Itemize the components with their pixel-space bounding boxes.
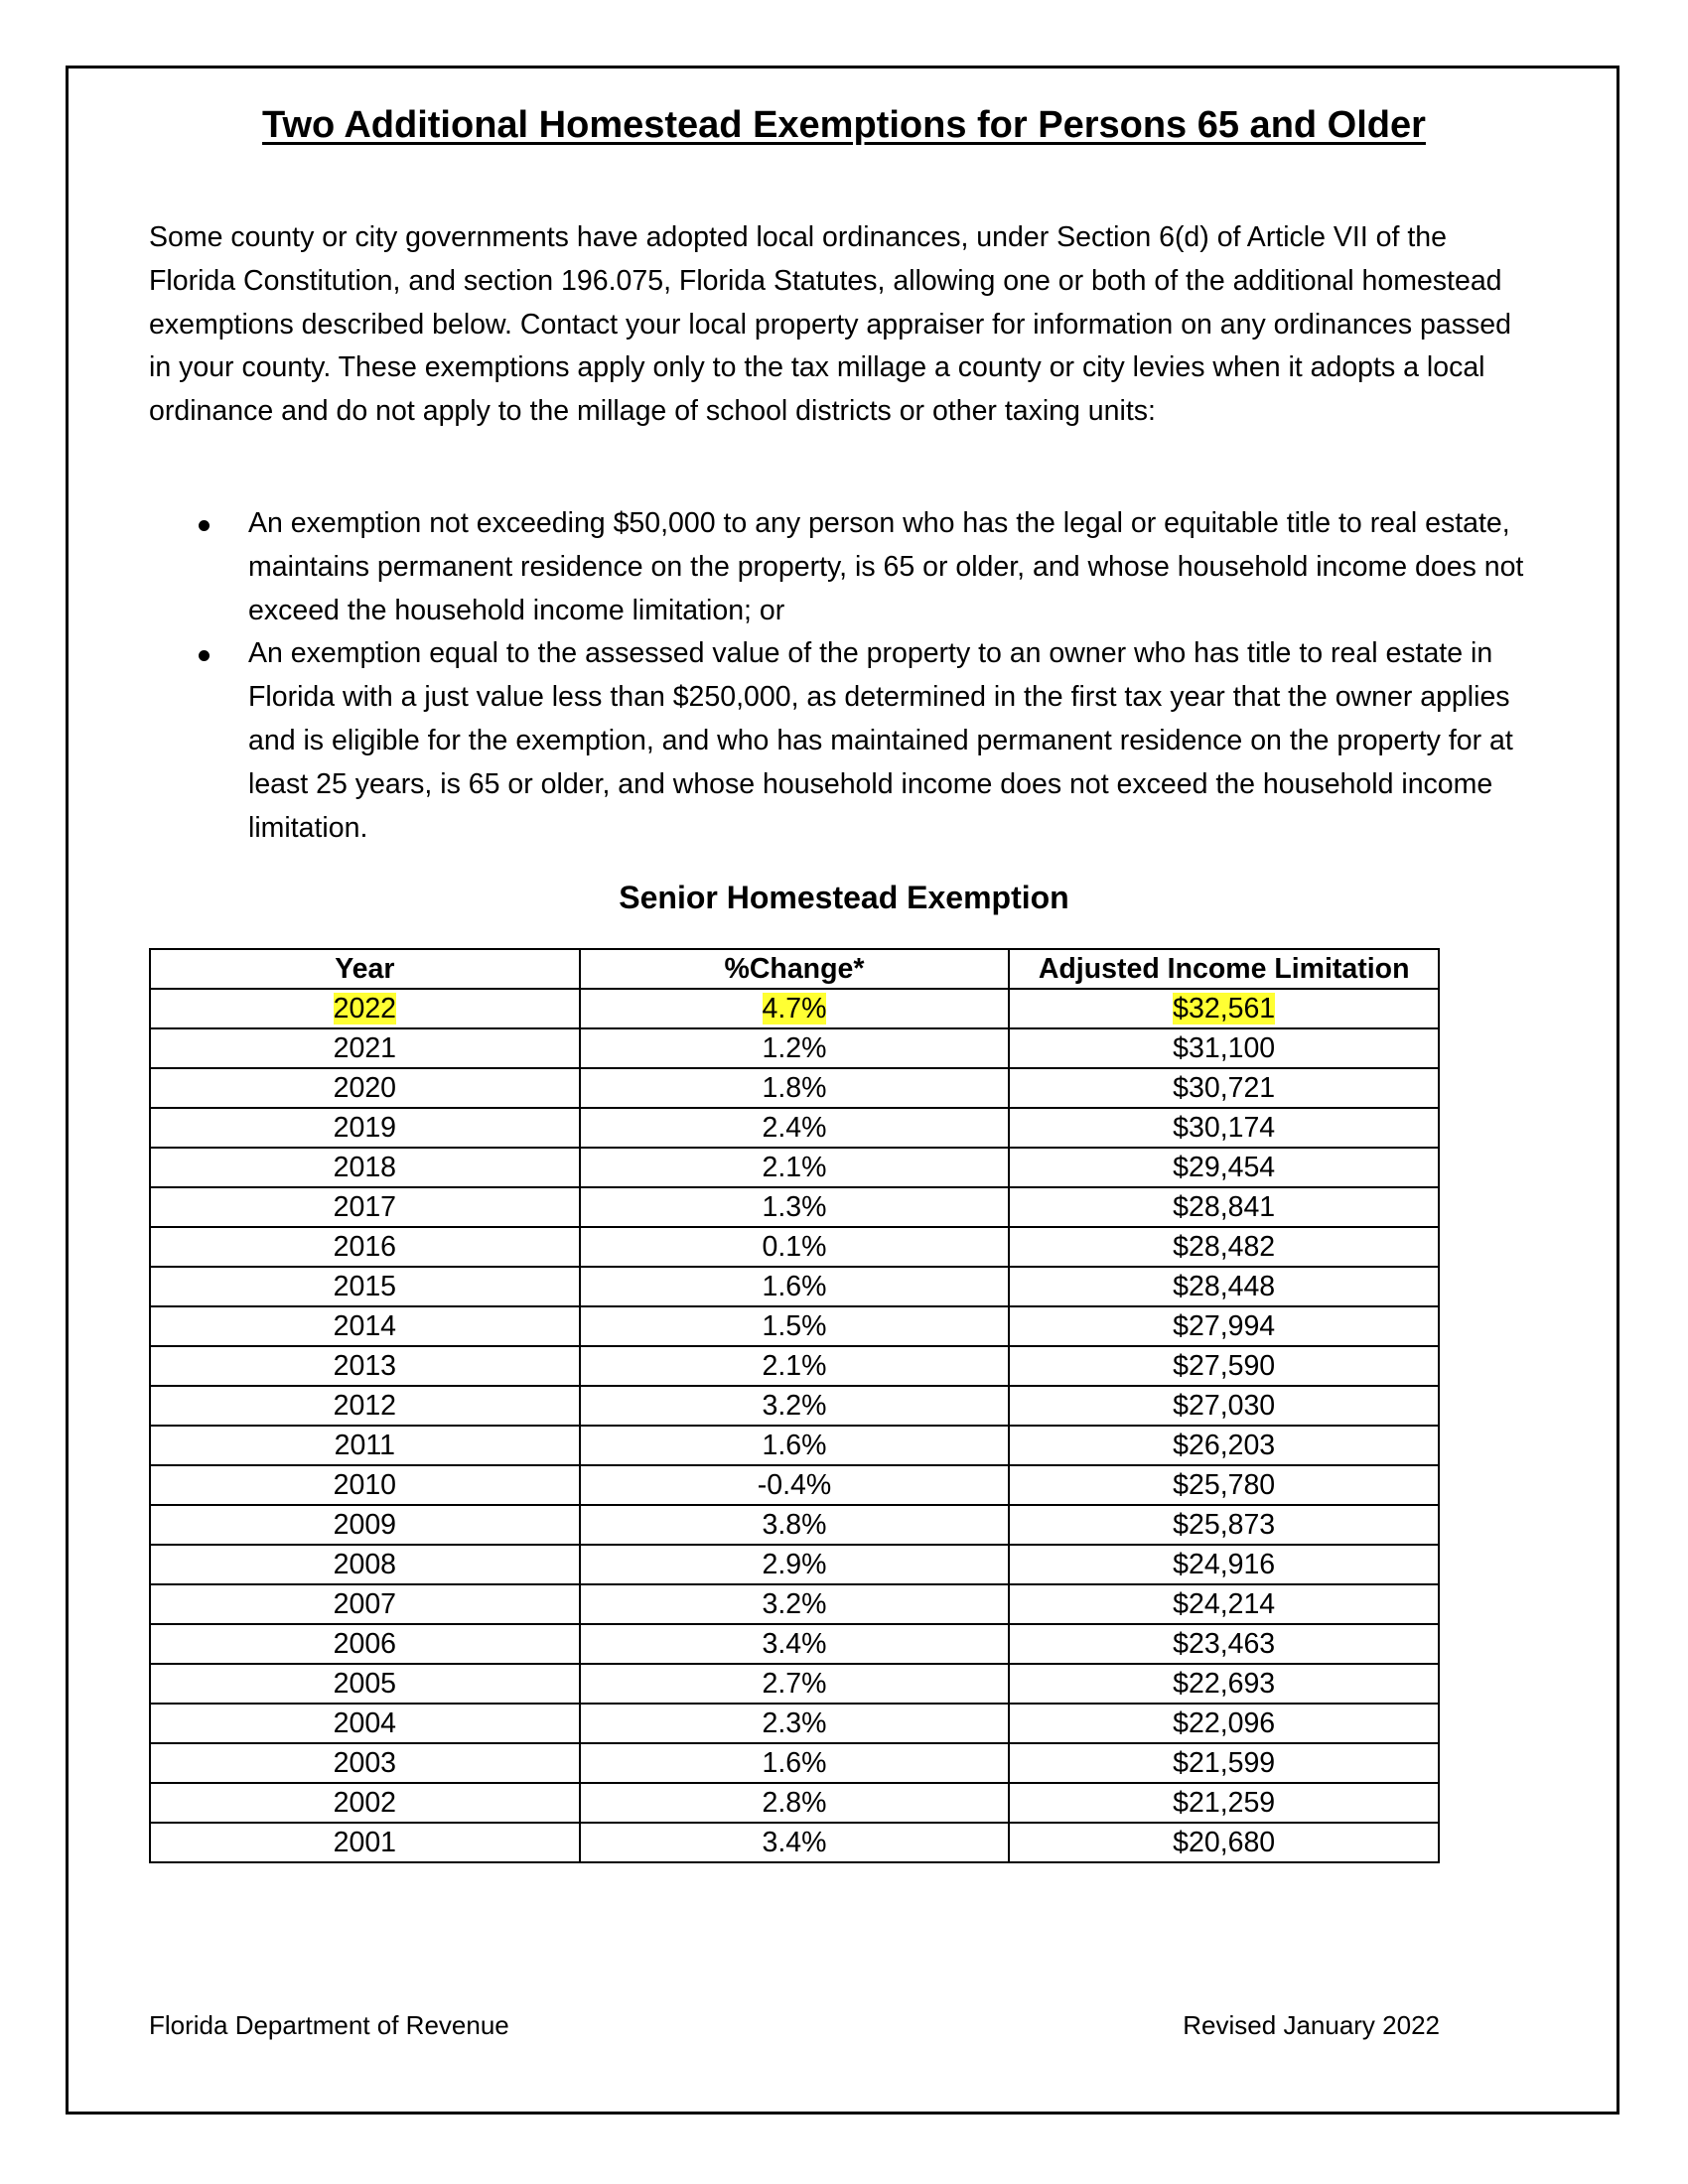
cell-income-limitation	[1009, 1346, 1439, 1386]
cell-income-limitation-text: $27,994	[1173, 1310, 1276, 1342]
table-row	[150, 1227, 1439, 1267]
cell-income-limitation	[1009, 989, 1439, 1028]
table-row	[150, 1108, 1439, 1148]
table-header-row	[150, 949, 1439, 989]
cell-income-limitation-text: $21,599	[1173, 1747, 1276, 1779]
footer-department: Florida Department of Revenue	[149, 2010, 509, 2040]
cell-year	[150, 1505, 580, 1545]
exemption-item	[149, 632, 1549, 850]
cell-percent-change-text: 3.2%	[762, 1390, 827, 1422]
cell-year	[150, 1664, 580, 1704]
table-row	[150, 1346, 1439, 1386]
cell-year	[150, 1465, 580, 1505]
cell-income-limitation-text: $20,680	[1173, 1827, 1276, 1858]
cell-year-text: 2002	[333, 1787, 397, 1819]
cell-year	[150, 1386, 580, 1426]
intro-paragraph: Some county or city governments have adopted local ordinances, under Section 6(d) of Article VII of the Florida Constitution, and section 196.075, Florida Statutes, allowing one or both of the additional homestead exemptions described below. Contact your local property appraiser for information on any ordinances passed in your county. These exemptions apply only to the tax millage a county or city levies when it adopts a local ordinance and do not apply to the millage of school districts or other taxing units:	[149, 221, 1511, 428]
cell-percent-change	[580, 1068, 1010, 1108]
cell-percent-change-text: 1.3%	[762, 1191, 827, 1223]
cell-income-limitation	[1009, 1704, 1439, 1743]
exemption-item	[149, 502, 1549, 632]
cell-year-text: 2003	[333, 1747, 397, 1779]
cell-percent-change	[580, 989, 1010, 1028]
cell-percent-change-text: 0.1%	[762, 1231, 827, 1263]
cell-year-text: 2014	[333, 1310, 397, 1342]
cell-year	[150, 1108, 580, 1148]
cell-percent-change	[580, 1227, 1010, 1267]
table-row	[150, 1386, 1439, 1426]
cell-percent-change-text: 2.4%	[762, 1112, 827, 1144]
cell-percent-change-text: 2.7%	[762, 1668, 827, 1700]
cell-income-limitation-text: $24,214	[1173, 1588, 1276, 1620]
cell-year	[150, 1267, 580, 1306]
table-row	[150, 1267, 1439, 1306]
cell-year-text: 2006	[333, 1628, 397, 1660]
page-title-text: Two Additional Homestead Exemptions for Persons 65 and Older	[262, 104, 1426, 146]
table-row	[150, 1306, 1439, 1346]
cell-percent-change	[580, 1783, 1010, 1823]
cell-income-limitation	[1009, 1743, 1439, 1783]
cell-year	[150, 1068, 580, 1108]
column-header-year: Year	[150, 949, 580, 989]
cell-income-limitation	[1009, 1545, 1439, 1584]
cell-percent-change	[580, 1704, 1010, 1743]
cell-income-limitation-text: $29,454	[1173, 1152, 1276, 1183]
cell-percent-change-text: 2.1%	[762, 1350, 827, 1382]
cell-year-text: 2005	[333, 1668, 397, 1700]
column-header-change: %Change*	[580, 949, 1010, 989]
cell-year	[150, 1584, 580, 1624]
cell-year	[150, 1227, 580, 1267]
cell-percent-change	[580, 1148, 1010, 1187]
cell-income-limitation	[1009, 1306, 1439, 1346]
cell-percent-change	[580, 1664, 1010, 1704]
cell-year	[150, 1346, 580, 1386]
cell-year-text: 2022	[333, 993, 397, 1024]
cell-percent-change-text: 1.2%	[762, 1032, 827, 1064]
cell-percent-change	[580, 1306, 1010, 1346]
cell-percent-change-text: 3.2%	[762, 1588, 827, 1620]
cell-percent-change	[580, 1426, 1010, 1465]
cell-percent-change	[580, 1584, 1010, 1624]
cell-year-text: 2012	[333, 1390, 397, 1422]
cell-income-limitation-text: $23,463	[1173, 1628, 1276, 1660]
table-title: Senior Homestead Exemption	[619, 880, 1069, 915]
exemption-list	[149, 502, 1549, 850]
cell-percent-change	[580, 1386, 1010, 1426]
cell-percent-change-text: 1.6%	[762, 1430, 827, 1461]
table-row	[150, 1545, 1439, 1584]
cell-percent-change-text: 2.3%	[762, 1707, 827, 1739]
cell-income-limitation-text: $21,259	[1173, 1787, 1276, 1819]
cell-year-text: 2011	[334, 1430, 395, 1461]
table-row	[150, 1783, 1439, 1823]
cell-income-limitation-text: $26,203	[1173, 1430, 1276, 1461]
cell-income-limitation	[1009, 1267, 1439, 1306]
cell-year-text: 2021	[333, 1032, 397, 1064]
cell-income-limitation	[1009, 1783, 1439, 1823]
cell-percent-change	[580, 1187, 1010, 1227]
cell-percent-change	[580, 1346, 1010, 1386]
cell-income-limitation-text: $28,841	[1173, 1191, 1276, 1223]
exemption-text: An exemption not exceeding $50,000 to any person who has the legal or equitable title to real estate, maintains permanent residence on the property, is 65 or older, and whose household income does not exceed the household income limitation; or	[248, 507, 1524, 626]
exemption-text: An exemption equal to the assessed value of the property to an owner who has title to real estate in Florida with a just value less than $250,000, as determined in the first tax year that the owner applies and is eligible for the exemption, and who has maintained permanent residence on the property for at least 25 years, is 65 or older, and whose household income does not exceed the household income limitation.	[248, 637, 1513, 844]
cell-year	[150, 989, 580, 1028]
cell-year	[150, 1148, 580, 1187]
cell-percent-change-text: 1.5%	[762, 1310, 827, 1342]
table-row	[150, 1584, 1439, 1624]
cell-year-text: 2018	[333, 1152, 397, 1183]
table-row	[150, 1624, 1439, 1664]
cell-year-text: 2008	[333, 1549, 397, 1580]
cell-income-limitation	[1009, 1028, 1439, 1068]
cell-income-limitation-text: $28,448	[1173, 1271, 1276, 1302]
cell-income-limitation	[1009, 1148, 1439, 1187]
income-limitation-table	[149, 948, 1440, 1863]
cell-year-text: 2009	[333, 1509, 397, 1541]
cell-percent-change	[580, 1108, 1010, 1148]
cell-year-text: 2019	[333, 1112, 397, 1144]
cell-year-text: 2001	[333, 1827, 397, 1858]
cell-year	[150, 1823, 580, 1862]
cell-income-limitation-text: $25,780	[1173, 1469, 1276, 1501]
cell-income-limitation	[1009, 1624, 1439, 1664]
cell-year	[150, 1624, 580, 1664]
bullet-icon	[199, 520, 210, 531]
cell-income-limitation	[1009, 1187, 1439, 1227]
cell-percent-change-text: 1.6%	[762, 1747, 827, 1779]
cell-income-limitation-text: $22,096	[1173, 1707, 1276, 1739]
cell-income-limitation-text: $30,174	[1173, 1112, 1276, 1144]
table-body	[150, 989, 1439, 1862]
cell-income-limitation	[1009, 1068, 1439, 1108]
cell-income-limitation-text: $32,561	[1173, 993, 1276, 1024]
bullet-icon	[199, 650, 210, 661]
cell-year	[150, 1783, 580, 1823]
cell-year-text: 2017	[333, 1191, 397, 1223]
cell-percent-change	[580, 1028, 1010, 1068]
table-row	[150, 1426, 1439, 1465]
cell-year	[150, 1426, 580, 1465]
table-row	[150, 1068, 1439, 1108]
cell-income-limitation	[1009, 1227, 1439, 1267]
page-title	[0, 104, 1688, 147]
table-row	[150, 1187, 1439, 1227]
cell-year-text: 2016	[333, 1231, 397, 1263]
table-row	[150, 989, 1439, 1028]
cell-year	[150, 1028, 580, 1068]
cell-percent-change-text: 3.4%	[762, 1827, 827, 1858]
table-row	[150, 1664, 1439, 1704]
cell-year-text: 2020	[333, 1072, 397, 1104]
cell-income-limitation-text: $31,100	[1173, 1032, 1276, 1064]
cell-percent-change-text: 1.6%	[762, 1271, 827, 1302]
cell-percent-change-text: 2.8%	[762, 1787, 827, 1819]
table-row	[150, 1505, 1439, 1545]
cell-year	[150, 1545, 580, 1584]
cell-percent-change-text: 3.8%	[762, 1509, 827, 1541]
cell-year-text: 2013	[333, 1350, 397, 1382]
cell-percent-change-text: 1.8%	[762, 1072, 827, 1104]
footer-revision-date: Revised January 2022	[1183, 2010, 1440, 2040]
column-header-income: Adjusted Income Limitation	[1009, 949, 1439, 989]
cell-income-limitation-text: $22,693	[1173, 1668, 1276, 1700]
cell-income-limitation	[1009, 1664, 1439, 1704]
cell-income-limitation	[1009, 1505, 1439, 1545]
cell-percent-change-text: 2.9%	[762, 1549, 827, 1580]
cell-percent-change	[580, 1743, 1010, 1783]
cell-year-text: 2015	[333, 1271, 397, 1302]
table-row	[150, 1465, 1439, 1505]
cell-income-limitation	[1009, 1426, 1439, 1465]
cell-percent-change	[580, 1267, 1010, 1306]
cell-income-limitation	[1009, 1465, 1439, 1505]
cell-year	[150, 1704, 580, 1743]
cell-income-limitation	[1009, 1584, 1439, 1624]
cell-income-limitation	[1009, 1386, 1439, 1426]
table-row	[150, 1704, 1439, 1743]
cell-year-text: 2010	[333, 1469, 397, 1501]
cell-year-text: 2004	[333, 1707, 397, 1739]
cell-percent-change	[580, 1624, 1010, 1664]
cell-percent-change	[580, 1545, 1010, 1584]
table-row	[150, 1028, 1439, 1068]
cell-year	[150, 1187, 580, 1227]
cell-income-limitation-text: $28,482	[1173, 1231, 1276, 1263]
cell-year	[150, 1306, 580, 1346]
cell-income-limitation-text: $27,590	[1173, 1350, 1276, 1382]
table-row	[150, 1743, 1439, 1783]
cell-year	[150, 1743, 580, 1783]
cell-percent-change	[580, 1505, 1010, 1545]
cell-income-limitation-text: $27,030	[1173, 1390, 1276, 1422]
cell-income-limitation-text: $25,873	[1173, 1509, 1276, 1541]
cell-year-text: 2007	[333, 1588, 397, 1620]
cell-income-limitation	[1009, 1108, 1439, 1148]
cell-income-limitation-text: $24,916	[1173, 1549, 1276, 1580]
table-row	[150, 1148, 1439, 1187]
cell-income-limitation	[1009, 1823, 1439, 1862]
cell-percent-change	[580, 1823, 1010, 1862]
table-row	[150, 1823, 1439, 1862]
cell-percent-change	[580, 1465, 1010, 1505]
cell-percent-change-text: 3.4%	[762, 1628, 827, 1660]
cell-percent-change-text: 4.7%	[762, 993, 827, 1024]
cell-percent-change-text: -0.4%	[757, 1469, 832, 1501]
cell-income-limitation-text: $30,721	[1173, 1072, 1276, 1104]
cell-percent-change-text: 2.1%	[762, 1152, 827, 1183]
